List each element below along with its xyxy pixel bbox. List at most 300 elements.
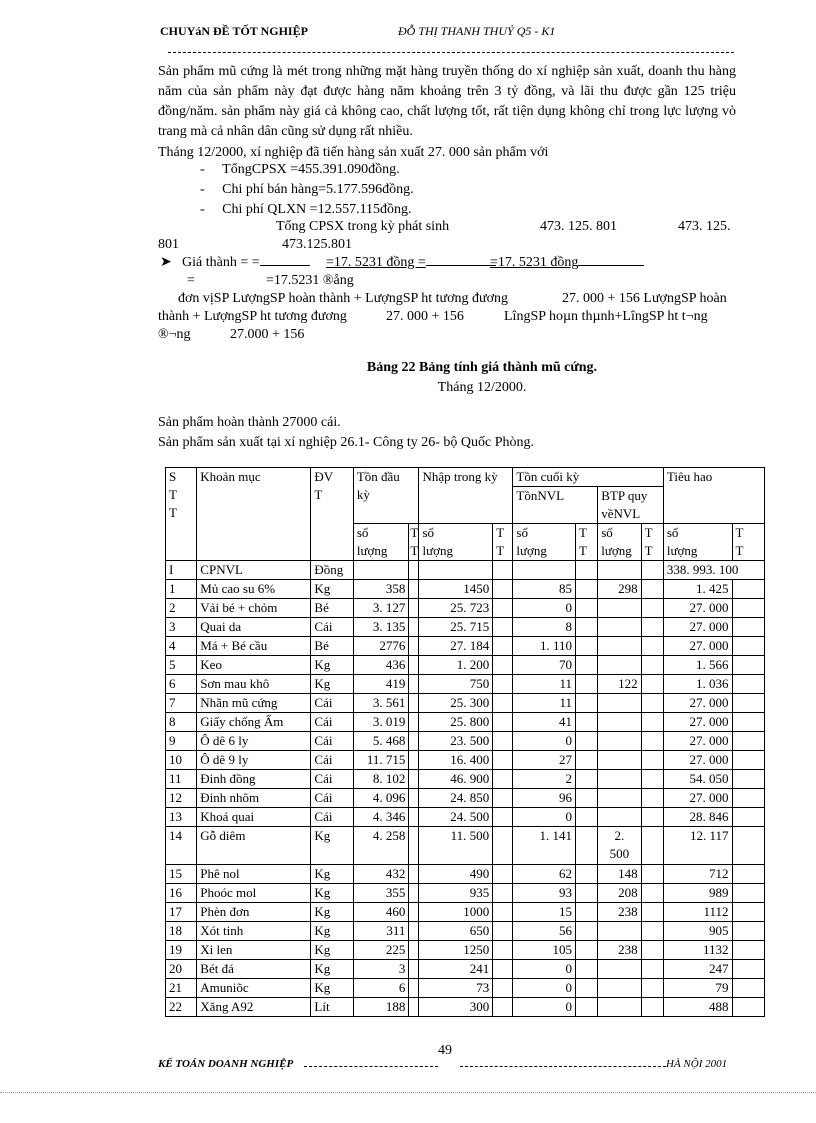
cell-closing-btp-qty: [598, 998, 641, 1017]
col-ton-nvl: TồnNVL: [513, 487, 598, 524]
page-number: 49: [438, 1043, 452, 1058]
cell-unit: Cái: [311, 694, 353, 713]
cell-item-name: CPNVL: [197, 561, 311, 580]
cell-closing-nvl-tt: [576, 827, 598, 865]
header-divider: [168, 52, 734, 53]
cell-closing-nvl-qty: 56: [513, 922, 576, 941]
cell-import-tt: [493, 637, 513, 656]
cell-item-name: Giấy chống Ẩm: [197, 713, 311, 732]
cell-opening-tt: [409, 637, 419, 656]
cell-import-qty: 1. 200: [419, 656, 493, 675]
cell-closing-nvl-qty: 15: [513, 903, 576, 922]
cell-stt: 15: [166, 865, 197, 884]
cell-item-name: Má + Bé cầu: [197, 637, 311, 656]
cell-closing-nvl-qty: 96: [513, 789, 576, 808]
cell-closing-btp-tt: [641, 637, 663, 656]
col-btp: BTP quy vềNVL: [598, 487, 664, 524]
cell-closing-btp-qty: 238: [598, 941, 641, 960]
cell-opening-tt: [409, 960, 419, 979]
bullet-1: - TổngCPSX =455.391.090đồng.: [200, 162, 400, 177]
cell-import-tt: [493, 675, 513, 694]
cell-opening-tt: [409, 865, 419, 884]
table-row: [166, 865, 765, 884]
cell-opening-tt: [409, 903, 419, 922]
cell-opening-qty: 432: [353, 865, 409, 884]
cell-consumption-tt: [732, 789, 764, 808]
cell-consumption-tt: [732, 903, 764, 922]
cell-closing-nvl-qty: 41: [513, 713, 576, 732]
cell-import-tt: [493, 732, 513, 751]
cell-closing-nvl-tt: [576, 865, 598, 884]
bullet-3: - Chi phí QLXN =12.557.115đồng.: [200, 202, 412, 217]
cell-closing-btp-qty: [598, 960, 641, 979]
cell-unit: Kg: [311, 865, 353, 884]
cell-closing-btp-qty: 148: [598, 865, 641, 884]
cell-consumption-tt: [732, 637, 764, 656]
cell-closing-btp-qty: 238: [598, 903, 641, 922]
cell-consumption-qty: 27. 000: [663, 789, 732, 808]
table-row: [166, 656, 765, 675]
cell-stt: 7: [166, 694, 197, 713]
cell-opening-qty: 436: [353, 656, 409, 675]
formula-numerator-1: 473. 125. 801: [540, 219, 617, 234]
cell-opening-tt: [409, 979, 419, 998]
cell-consumption-tt: [732, 656, 764, 675]
cell-import-qty: 73: [419, 979, 493, 998]
cell-closing-nvl-tt: [576, 922, 598, 941]
cell-closing-nvl-qty: 11: [513, 694, 576, 713]
cell-import-qty: 11. 500: [419, 827, 493, 865]
cell-import-qty: 1000: [419, 903, 493, 922]
cell-item-name: Phê nol: [197, 865, 311, 884]
cell-closing-nvl-qty: 8: [513, 618, 576, 637]
table-row: [166, 599, 765, 618]
formula-denominator-6: ®¬ng: [158, 327, 191, 342]
col-tt: T T: [641, 524, 663, 561]
formula-price-2: =17. 5231 đồng: [490, 254, 644, 272]
cell-closing-nvl-tt: [576, 656, 598, 675]
cell-item-name: Xăng A92: [197, 998, 311, 1017]
cell-import-qty: 24. 500: [419, 808, 493, 827]
cell-consumption-tt: [732, 941, 764, 960]
cell-import-tt: [493, 599, 513, 618]
cell-import-qty: 25. 800: [419, 713, 493, 732]
table-row: [166, 561, 765, 580]
cell-unit: Kg: [311, 675, 353, 694]
cell-consumption-tt: [732, 618, 764, 637]
cell-import-tt: [493, 713, 513, 732]
cell-import-tt: [493, 941, 513, 960]
cell-consumption-tt: [732, 808, 764, 827]
cell-unit: Đồng: [311, 561, 353, 580]
cell-unit: Cái: [311, 789, 353, 808]
cell-opening-qty: 2776: [353, 637, 409, 656]
cell-item-name: Phèn đơn: [197, 903, 311, 922]
cell-opening-qty: 4. 096: [353, 789, 409, 808]
cell-unit: Lít: [311, 998, 353, 1017]
col-stt: S T T: [166, 468, 197, 561]
cell-import-tt: [493, 789, 513, 808]
page-bottom-border: [0, 1092, 816, 1093]
cell-closing-btp-tt: [641, 941, 663, 960]
cell-closing-nvl-qty: 93: [513, 884, 576, 903]
col-so-luong: số lượng: [513, 524, 576, 561]
cell-closing-nvl-tt: [576, 580, 598, 599]
table-row: [166, 580, 765, 599]
col-so-luong: số lượng: [663, 524, 732, 561]
cell-opening-tt: [409, 580, 419, 599]
cell-consumption-tt: [732, 827, 764, 865]
formula-cont-1: 801: [158, 237, 179, 252]
cell-opening-qty: 419: [353, 675, 409, 694]
cell-stt: 12: [166, 789, 197, 808]
cell-item-name: Bét đá: [197, 960, 311, 979]
cell-opening-qty: 11. 715: [353, 751, 409, 770]
cell-consumption-qty: 27. 000: [663, 751, 732, 770]
table-row: [166, 998, 765, 1017]
table-row: [166, 922, 765, 941]
cell-stt: 4: [166, 637, 197, 656]
cell-opening-tt: [409, 694, 419, 713]
cell-item-name: Khoá quai: [197, 808, 311, 827]
cell-opening-tt: [409, 675, 419, 694]
cell-consumption-tt: [732, 732, 764, 751]
table-row: [166, 941, 765, 960]
table-row: [166, 770, 765, 789]
cell-item-name: Ô dê 6 ly: [197, 732, 311, 751]
formula-price-label: Giá thành = =: [182, 254, 310, 272]
table-row: [166, 675, 765, 694]
cell-closing-nvl-qty: 70: [513, 656, 576, 675]
cell-import-qty: 1250: [419, 941, 493, 960]
paragraph-1: Sản phẩm mũ cứng là mét trong những mặt hàng truyền thống do xí nghiệp sản xuất, doanh thu hàng năm của sản phẩm này đạt được hàng năm khoảng trên 3 tỷ đồng, và lãi thu được gần 125 triệu đồng/năm. sản phẩm này giá cả không cao, chất lượng tốt, rất tiện dụng không chỉ trong lực lượng vò trang mà cả nhân dân cũng sử dụng rất nhiều.: [158, 64, 736, 139]
cell-unit: Bé: [311, 599, 353, 618]
footer-left: KẾ TOÁN DOANH NGHIỆP: [158, 1058, 294, 1070]
cell-closing-nvl-tt: [576, 561, 598, 580]
cell-closing-btp-qty: [598, 732, 641, 751]
cell-closing-btp-tt: [641, 960, 663, 979]
cell-import-qty: 27. 184: [419, 637, 493, 656]
table-row: [166, 732, 765, 751]
cell-closing-btp-qty: 298: [598, 580, 641, 599]
cell-import-tt: [493, 751, 513, 770]
cell-import-tt: [493, 865, 513, 884]
cell-opening-tt: [409, 884, 419, 903]
cell-opening-tt: [409, 808, 419, 827]
cell-import-qty: 25. 723: [419, 599, 493, 618]
cell-import-qty: 241: [419, 960, 493, 979]
cell-closing-btp-qty: [598, 808, 641, 827]
cell-consumption-qty: 247: [663, 960, 732, 979]
cell-closing-btp-tt: [641, 884, 663, 903]
cell-closing-btp-tt: [641, 827, 663, 865]
cell-item-name: Xi len: [197, 941, 311, 960]
cell-import-tt: [493, 922, 513, 941]
cell-opening-qty: 3. 019: [353, 713, 409, 732]
cell-item-name: Amuniõc: [197, 979, 311, 998]
note-production-unit: Sản phẩm sản xuất tại xí nghiệp 26.1- Công ty 26- bộ Quốc Phòng.: [158, 435, 535, 450]
cell-import-tt: [493, 656, 513, 675]
cell-import-qty: 25. 715: [419, 618, 493, 637]
cell-opening-qty: 4. 346: [353, 808, 409, 827]
table-row: [166, 618, 765, 637]
header-right: ĐỖ THỊ THANH THUỶ Q5 - K1: [398, 24, 556, 38]
cell-stt: I: [166, 561, 197, 580]
cell-consumption-qty: 27. 000: [663, 599, 732, 618]
table-row: [166, 789, 765, 808]
cell-stt: 8: [166, 713, 197, 732]
cell-closing-btp-qty: [598, 713, 641, 732]
cell-unit: Cái: [311, 770, 353, 789]
cell-opening-tt: [409, 998, 419, 1017]
cell-closing-nvl-qty: 1. 110: [513, 637, 576, 656]
cell-item-name: Phoóc mol: [197, 884, 311, 903]
cell-closing-btp-tt: [641, 789, 663, 808]
cell-item-name: Đinh nhôm: [197, 789, 311, 808]
formula-denominator-2: 27. 000 + 156 LượngSP hoàn: [562, 291, 727, 306]
cell-import-qty: 46. 900: [419, 770, 493, 789]
cell-opening-qty: 358: [353, 580, 409, 599]
cell-closing-btp-qty: [598, 637, 641, 656]
cell-consumption-tt: [732, 770, 764, 789]
cell-closing-btp-tt: [641, 903, 663, 922]
cell-unit: Kg: [311, 922, 353, 941]
cell-opening-tt: [409, 770, 419, 789]
cell-consumption-qty: 712: [663, 865, 732, 884]
cell-closing-btp-tt: [641, 732, 663, 751]
cell-closing-nvl-qty: 105: [513, 941, 576, 960]
table-row: [166, 637, 765, 656]
cell-consumption-qty: 1. 425: [663, 580, 732, 599]
cell-closing-btp-qty: 208: [598, 884, 641, 903]
cell-import-tt: [493, 770, 513, 789]
cell-consumption-tt: [732, 998, 764, 1017]
col-tt: T T: [493, 524, 513, 561]
cell-closing-btp-qty: [598, 789, 641, 808]
cell-unit: Kg: [311, 979, 353, 998]
table-row: [166, 808, 765, 827]
formula-denominator-5: LîngSP hoµn thµnh+LîngSP ht t¬ng: [504, 309, 708, 324]
cell-closing-nvl-qty: 0: [513, 979, 576, 998]
cell-unit: Kg: [311, 960, 353, 979]
cell-closing-nvl-tt: [576, 675, 598, 694]
cell-closing-nvl-qty: 27: [513, 751, 576, 770]
cell-opening-qty: 6: [353, 979, 409, 998]
formula-cont-2: 473.125.801: [282, 237, 352, 252]
cell-consumption-qty: 488: [663, 998, 732, 1017]
col-nhap-trong-ky: Nhập trong kỳ: [419, 468, 513, 524]
cell-consumption-tt: [732, 713, 764, 732]
cell-stt: 10: [166, 751, 197, 770]
col-tt: T T: [409, 524, 419, 561]
cell-consumption-tt: [732, 865, 764, 884]
cell-unit: Kg: [311, 580, 353, 599]
cell-opening-tt: [409, 922, 419, 941]
cell-closing-nvl-qty: 62: [513, 865, 576, 884]
paragraph-2: Tháng 12/2000, xí nghiệp đã tiến hàng sản xuất 27. 000 sản phẩm với: [158, 145, 549, 160]
col-tieu-hao: Tiêu hao: [663, 468, 764, 524]
cell-unit: Kg: [311, 827, 353, 865]
cell-consumption-qty: 905: [663, 922, 732, 941]
cell-closing-btp-qty: [598, 656, 641, 675]
cell-stt: 16: [166, 884, 197, 903]
cell-closing-nvl-qty: 1. 141: [513, 827, 576, 865]
cell-closing-btp-qty: [598, 751, 641, 770]
cell-consumption-tt: [732, 751, 764, 770]
cell-opening-qty: 5. 468: [353, 732, 409, 751]
col-ton-cuoi-ky: Tồn cuối kỳ: [513, 468, 663, 487]
cell-closing-btp-qty: [598, 770, 641, 789]
cell-opening-tt: [409, 941, 419, 960]
cell-consumption-qty: 27. 000: [663, 694, 732, 713]
cell-closing-btp-tt: [641, 656, 663, 675]
cell-closing-btp-qty: 2. 500: [598, 827, 641, 865]
cell-item-name: Đinh đồng: [197, 770, 311, 789]
cell-stt: 11: [166, 770, 197, 789]
col-so-luong: số lượng: [353, 524, 409, 561]
cell-consumption-qty: 54. 050: [663, 770, 732, 789]
cell-unit: Kg: [311, 941, 353, 960]
cell-import-qty: 935: [419, 884, 493, 903]
formula-result: =17.5231 ®ång: [266, 273, 354, 288]
footer-divider-left: [304, 1066, 438, 1067]
cell-item-name: Xót tinh: [197, 922, 311, 941]
col-khoan-muc: Khoản mục: [197, 468, 311, 561]
cell-opening-qty: 3. 135: [353, 618, 409, 637]
cell-consumption-qty: 1132: [663, 941, 732, 960]
note-finished-products: Sản phẩm hoàn thành 27000 cái.: [158, 415, 341, 430]
cell-closing-btp-tt: [641, 808, 663, 827]
cell-unit: Kg: [311, 884, 353, 903]
cell-item-name: Ô dê 9 ly: [197, 751, 311, 770]
cell-item-name: Gỗ diêm: [197, 827, 311, 865]
cell-import-tt: [493, 580, 513, 599]
table-row: [166, 694, 765, 713]
cell-consumption-tt: [732, 694, 764, 713]
cell-consumption-qty: 28. 846: [663, 808, 732, 827]
table-header-row-1: [166, 468, 765, 487]
cell-stt: 9: [166, 732, 197, 751]
cell-stt: 3: [166, 618, 197, 637]
col-tt: T T: [576, 524, 598, 561]
table-body: [166, 561, 765, 1017]
cell-import-tt: [493, 960, 513, 979]
cell-opening-qty: 311: [353, 922, 409, 941]
cell-consumption-tt: [732, 960, 764, 979]
cell-closing-btp-tt: [641, 599, 663, 618]
cell-closing-btp-tt: [641, 618, 663, 637]
cell-unit: Cái: [311, 618, 353, 637]
cell-unit: Kg: [311, 656, 353, 675]
cell-stt: 1: [166, 580, 197, 599]
cell-opening-qty: 188: [353, 998, 409, 1017]
cell-consumption-qty: 12. 117: [663, 827, 732, 865]
cell-closing-nvl-tt: [576, 941, 598, 960]
cell-import-qty: 300: [419, 998, 493, 1017]
cell-stt: 18: [166, 922, 197, 941]
cell-closing-btp-tt: [641, 751, 663, 770]
cell-stt: 6: [166, 675, 197, 694]
cell-consumption-qty: 79: [663, 979, 732, 998]
cell-closing-nvl-qty: 85: [513, 580, 576, 599]
cell-closing-nvl-tt: [576, 979, 598, 998]
arrow-bullet-icon: ➤: [160, 255, 172, 270]
cell-consumption-tt: [732, 675, 764, 694]
cell-import-qty: 490: [419, 865, 493, 884]
cell-opening-tt: [409, 618, 419, 637]
table-row: [166, 884, 765, 903]
cell-opening-tt: [409, 656, 419, 675]
cell-stt: 2: [166, 599, 197, 618]
cell-consumption-tt: [732, 979, 764, 998]
cell-closing-nvl-tt: [576, 998, 598, 1017]
col-tt: T T: [732, 524, 764, 561]
cell-consumption-qty: 1. 036: [663, 675, 732, 694]
cell-stt: 20: [166, 960, 197, 979]
cell-unit: Cái: [311, 808, 353, 827]
cell-closing-btp-qty: [598, 618, 641, 637]
cell-import-tt: [493, 808, 513, 827]
cell-closing-btp-qty: 122: [598, 675, 641, 694]
cell-closing-btp-tt: [641, 561, 663, 580]
table-row: [166, 827, 765, 865]
cell-stt: 21: [166, 979, 197, 998]
cell-import-qty: 1450: [419, 580, 493, 599]
formula-denominator-1: đơn vịSP LượngSP hoàn thành + LượngSP ht tương đương: [178, 291, 509, 306]
cost-table: [165, 467, 765, 1017]
cell-closing-nvl-qty: 0: [513, 808, 576, 827]
cell-closing-nvl-qty: 11: [513, 675, 576, 694]
cell-closing-nvl-tt: [576, 732, 598, 751]
cell-consumption-qty: 27. 000: [663, 637, 732, 656]
table-title: Bảng 22 Bảng tính giá thành mũ cứng.: [366, 360, 598, 375]
col-so-luong: số lượng: [419, 524, 493, 561]
cell-import-qty: [419, 561, 493, 580]
cell-stt: 17: [166, 903, 197, 922]
cell-consumption-qty: 338. 993. 100: [663, 561, 764, 580]
cell-opening-tt: [409, 789, 419, 808]
cell-closing-nvl-tt: [576, 637, 598, 656]
cell-opening-tt: [409, 827, 419, 865]
cell-closing-nvl-tt: [576, 789, 598, 808]
cell-import-tt: [493, 827, 513, 865]
cell-closing-nvl-tt: [576, 751, 598, 770]
cell-closing-nvl-qty: 2: [513, 770, 576, 789]
cell-consumption-qty: 27. 000: [663, 732, 732, 751]
cell-closing-nvl-qty: [513, 561, 576, 580]
formula-eq: =: [187, 273, 195, 288]
cell-closing-btp-qty: [598, 561, 641, 580]
cell-unit: Cái: [311, 713, 353, 732]
cell-closing-nvl-tt: [576, 618, 598, 637]
cell-opening-qty: 3. 127: [353, 599, 409, 618]
table-row: [166, 903, 765, 922]
bullet-2: - Chi phí bán hàng=5.177.596đồng.: [200, 182, 414, 197]
cell-import-tt: [493, 694, 513, 713]
table-row: [166, 960, 765, 979]
cell-closing-btp-tt: [641, 922, 663, 941]
col-dvt: ĐV T: [311, 468, 353, 561]
table-subtitle: Tháng 12/2000.: [437, 380, 527, 395]
cell-closing-nvl-tt: [576, 884, 598, 903]
cell-closing-nvl-tt: [576, 770, 598, 789]
cell-import-qty: 23. 500: [419, 732, 493, 751]
cell-import-qty: 650: [419, 922, 493, 941]
cell-unit: Kg: [311, 903, 353, 922]
cell-opening-qty: 460: [353, 903, 409, 922]
cell-opening-tt: [409, 599, 419, 618]
cell-opening-tt: [409, 751, 419, 770]
